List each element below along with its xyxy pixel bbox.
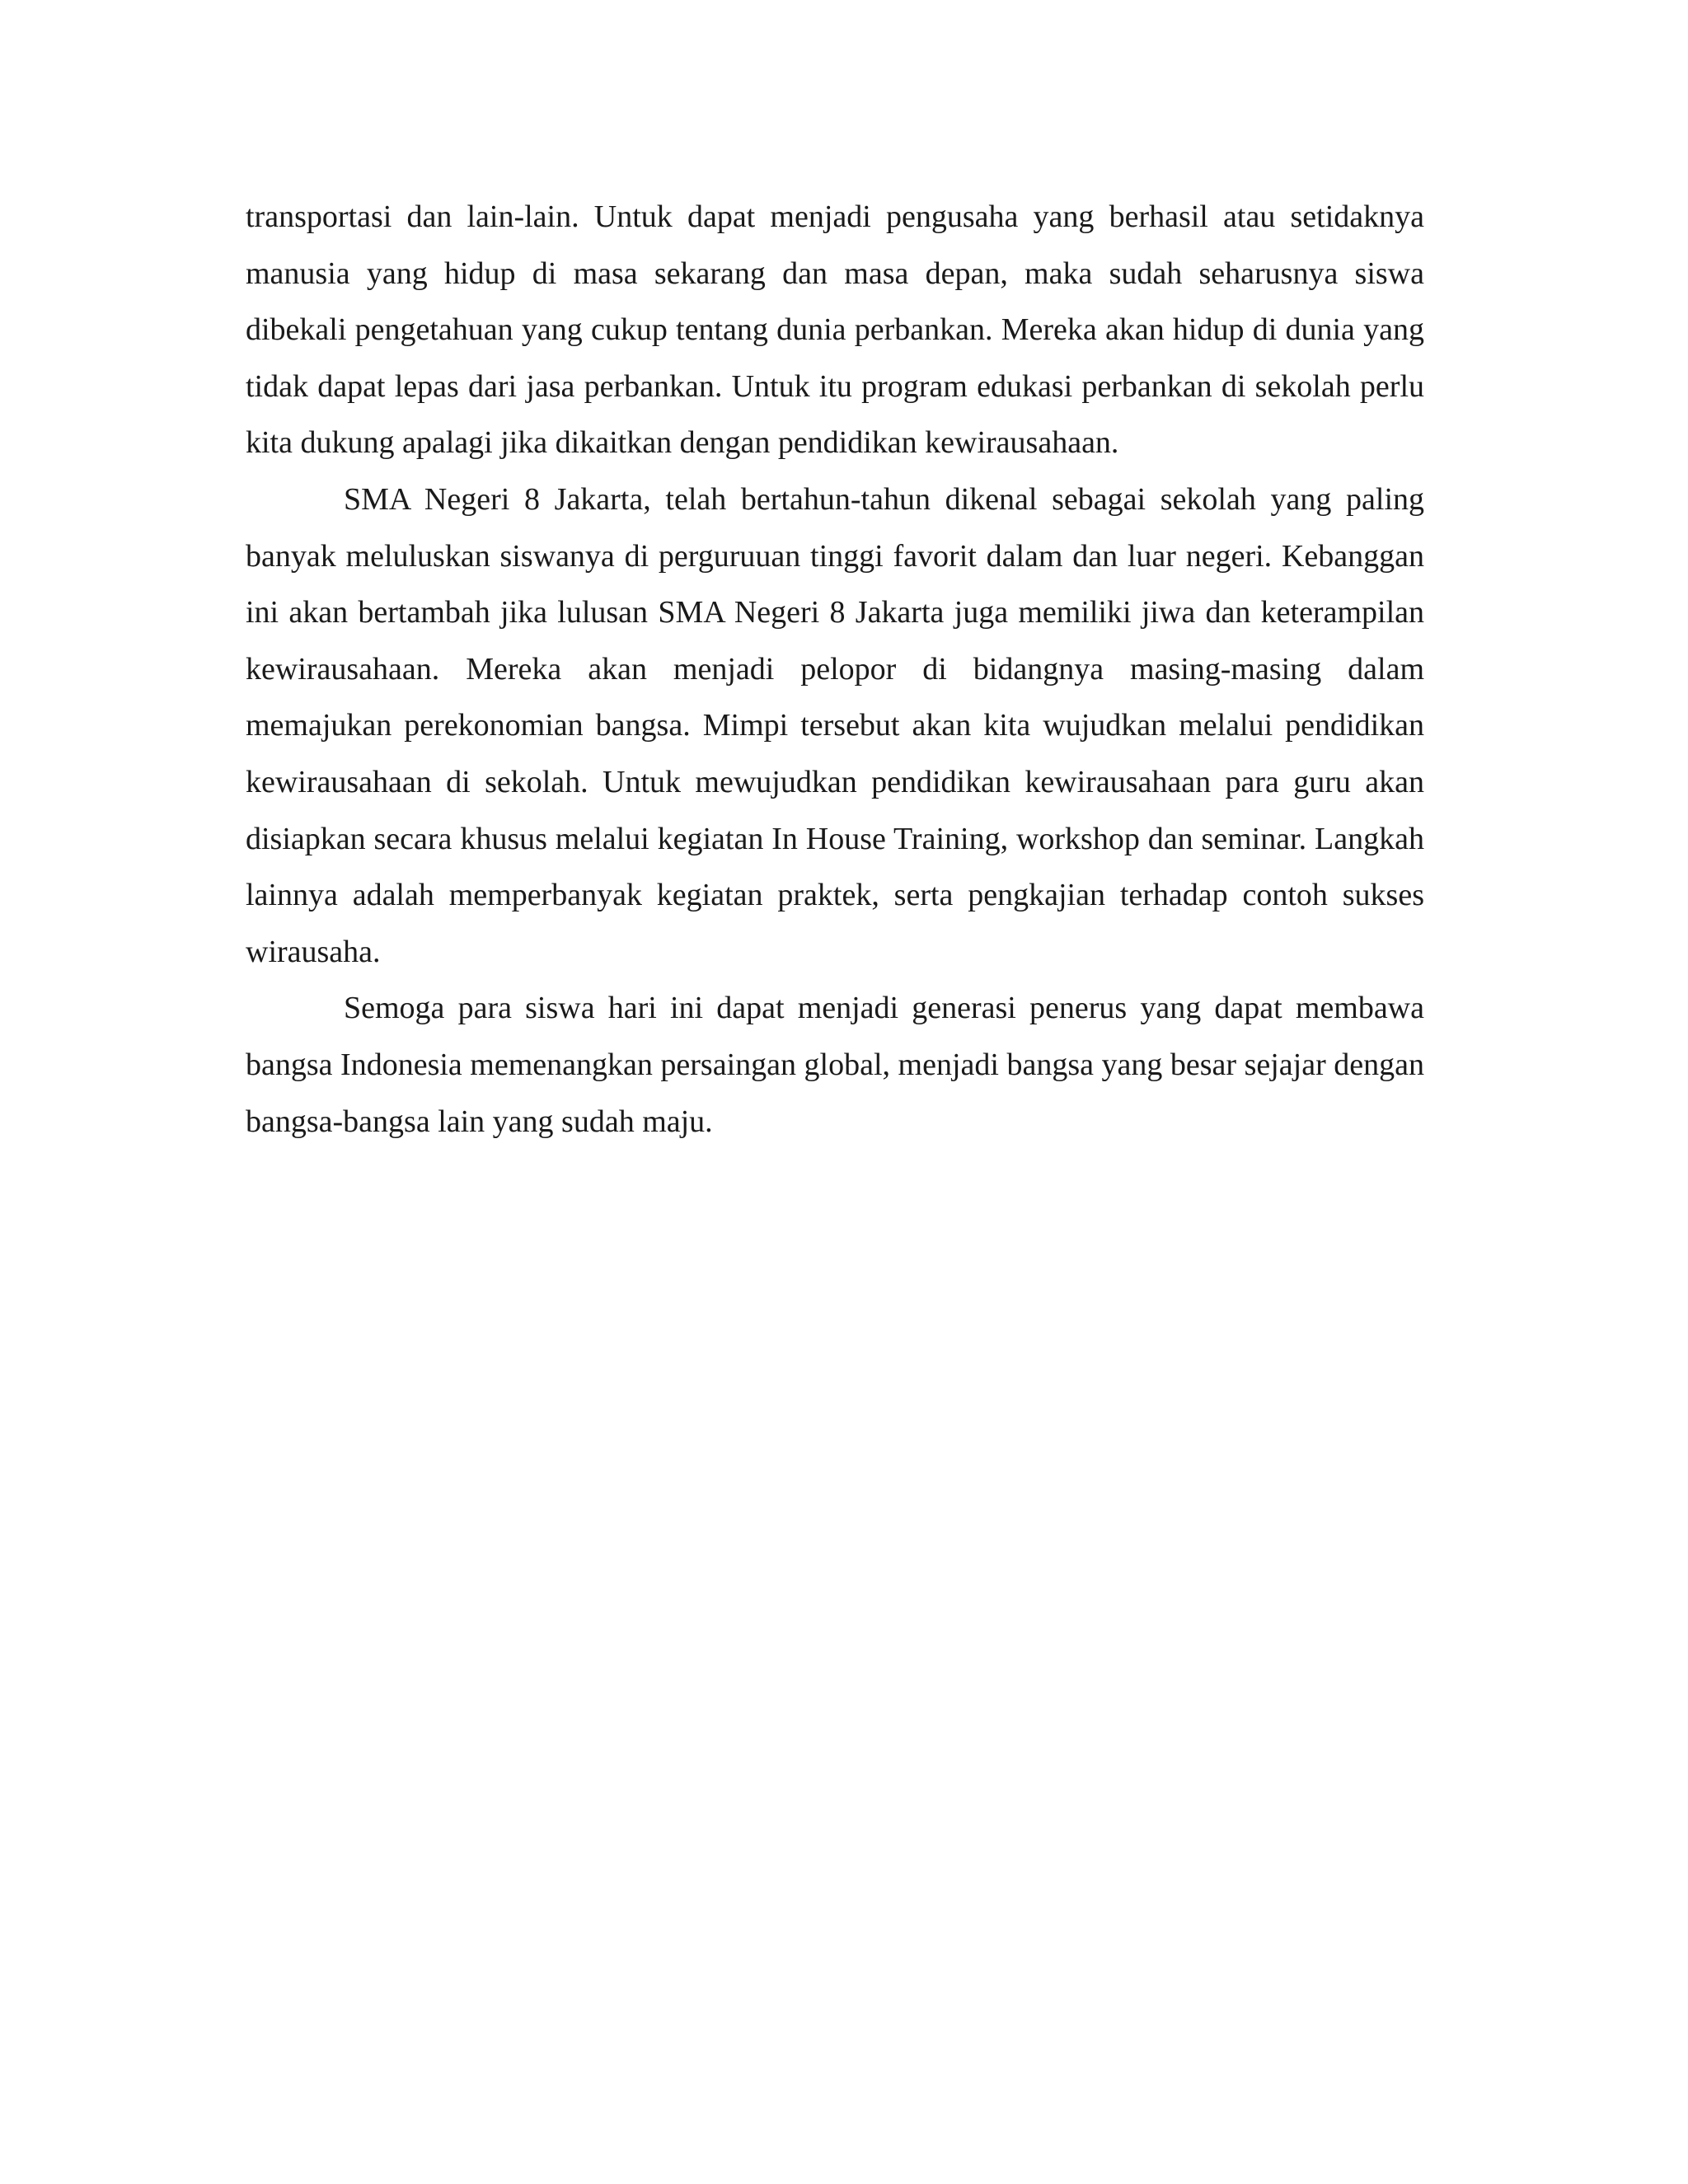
body-text — [246, 189, 1424, 1150]
paragraph-3: Semoga para siswa hari ini dapat menjadi generasi penerus yang dapat membawa bangsa Indonesia memenangkan persaingan global, menjadi bangsa yang besar sejajar dengan bangsa-bangsa lain yang sudah maju. — [246, 991, 1424, 1139]
paragraph-1: transportasi dan lain-lain. Untuk dapat menjadi pengusaha yang berhasil atau setidaknya manusia yang hidup di masa sekarang dan masa depan, maka sudah seharusnya siswa dibekali pengetahuan yang cukup tentang dunia perbankan. Mereka akan hidup di dunia yang tidak dapat lepas dari jasa perbankan. Untuk itu program edukasi perbankan di sekolah perlu kita dukung apalagi jika dikaitkan dengan pendidikan kewirausahaan. — [246, 199, 1424, 461]
paragraph-2: SMA Negeri 8 Jakarta, telah bertahun-tahun dikenal sebagai sekolah yang paling banyak meluluskan siswanya di perguruuan tinggi favorit dalam dan luar negeri. Kebanggan ini akan bertambah jika lulusan SMA Negeri 8 Jakarta juga memiliki jiwa dan keterampilan kewirausahaan. Mereka akan menjadi pelopor di bidangnya masing-masing dalam memajukan perekonomian bangsa. Mimpi tersebut akan kita wujudkan melalui pendidikan kewirausahaan di sekolah. Untuk mewujudkan pendidikan kewirausahaan para guru akan disiapkan secara khusus melalui kegiatan In House Training, workshop dan seminar. Langkah lainnya adalah memperbanyak kegiatan praktek, serta pengkajian terhadap contoh sukses wirausaha. — [246, 481, 1424, 969]
